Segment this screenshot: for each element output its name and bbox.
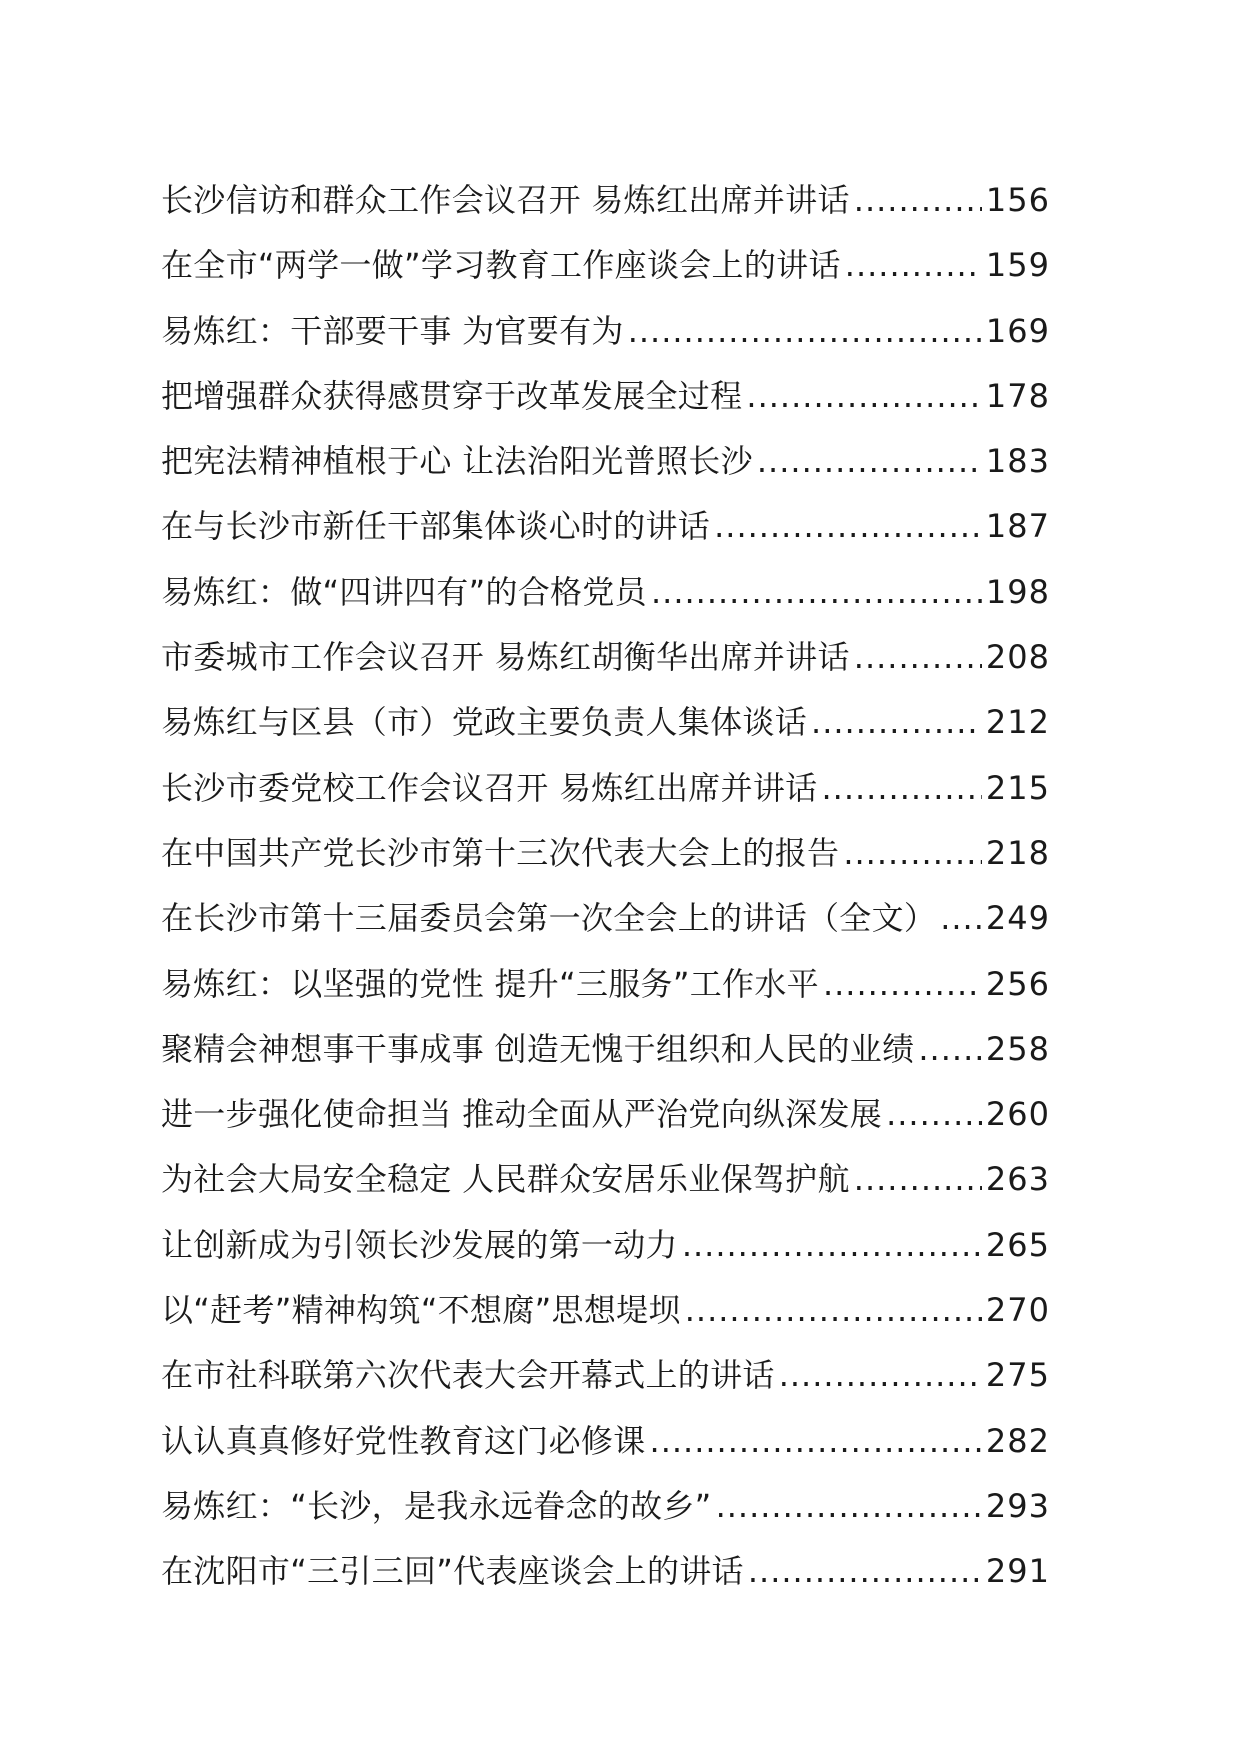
toc-page-number: 263 (985, 1160, 1050, 1199)
toc-entry[interactable] (161, 1474, 1050, 1539)
toc-dot-leader (854, 625, 982, 690)
toc-dot-leader (823, 952, 982, 1017)
toc-page-number: 183 (985, 442, 1050, 481)
toc-dot-leader (650, 1409, 982, 1474)
toc-entry-title: 认认真真修好党性教育这门必修课 (161, 1421, 646, 1460)
toc-page-number: 291 (985, 1552, 1050, 1591)
toc-dot-leader (854, 168, 982, 233)
toc-entry-title: 在全市“两学一做”学习教育工作座谈会上的讲话 (161, 246, 841, 285)
toc-page-number: 265 (985, 1225, 1050, 1264)
toc-page-number: 169 (985, 311, 1050, 350)
toc-entry-title: 把增强群众获得感贯穿于改革发展全过程 (161, 376, 743, 415)
toc-entry-title: 长沙市委党校工作会议召开 易炼红出席并讲话 (161, 768, 818, 807)
toc-entry[interactable] (161, 952, 1050, 1017)
toc-entry-title: 把宪法精神植根于心 让法治阳光普照长沙 (161, 442, 753, 481)
toc-page-number: 258 (985, 1029, 1050, 1068)
toc-entry-title: 市委城市工作会议召开 易炼红胡衡华出席并讲话 (161, 638, 850, 677)
toc-entry[interactable] (161, 756, 1050, 821)
toc-entry[interactable] (161, 625, 1050, 690)
toc-dot-leader (628, 299, 982, 364)
toc-entry[interactable] (161, 1278, 1050, 1343)
toc-page-number: 256 (985, 964, 1050, 1003)
toc-page-number: 270 (985, 1291, 1050, 1330)
toc-page-number: 156 (985, 181, 1050, 219)
toc-page-number: 187 (985, 507, 1050, 546)
toc-dot-leader (685, 1278, 982, 1343)
toc-entry[interactable] (161, 1409, 1050, 1474)
toc-dot-leader (845, 233, 982, 298)
toc-dot-leader (748, 1539, 982, 1604)
toc-entry-title: 长沙信访和群众工作会议召开 易炼红出席并讲话 (161, 181, 850, 219)
toc-dot-leader (746, 364, 982, 429)
toc-entry[interactable] (161, 886, 1050, 951)
toc-page-number: 249 (985, 899, 1050, 938)
toc-entry[interactable] (161, 233, 1050, 298)
toc-entry-title: 易炼红：“长沙，是我永远眷念的故乡” (161, 1486, 712, 1525)
toc-dot-leader (716, 1474, 982, 1539)
toc-dot-leader (779, 1343, 982, 1408)
toc-entry-title: 在市社科联第六次代表大会开幕式上的讲话 (161, 1356, 775, 1395)
toc-entry-title: 在与长沙市新任干部集体谈心时的讲话 (161, 507, 711, 546)
toc-dot-leader (757, 429, 982, 494)
toc-entry[interactable] (161, 1017, 1050, 1082)
toc-page-number: 293 (985, 1486, 1050, 1525)
toc-entry-title: 以“赶考”精神构筑“不想腐”思想堤坝 (161, 1291, 681, 1330)
toc-entry[interactable] (161, 690, 1050, 755)
toc-page-number: 212 (985, 703, 1050, 742)
toc-entry-title: 在中国共产党长沙市第十三次代表大会上的报告 (161, 833, 840, 872)
toc-page-number: 215 (985, 768, 1050, 807)
toc-entry-title: 在沈阳市“三引三回”代表座谈会上的讲话 (161, 1552, 744, 1591)
toc-entry[interactable] (161, 821, 1050, 886)
toc-entry-title: 易炼红：以坚强的党性 提升“三服务”工作水平 (161, 964, 819, 1003)
toc-page-number: 282 (985, 1421, 1050, 1460)
toc-dot-leader (843, 821, 982, 886)
toc-entry-title: 在长沙市第十三届委员会第一次全会上的讲话（全文） (161, 899, 937, 938)
toc-entry[interactable] (161, 1147, 1050, 1212)
toc-dot-leader (682, 1213, 982, 1278)
toc-page-number: 275 (985, 1356, 1050, 1395)
toc-entry[interactable] (161, 364, 1050, 429)
toc-page-number: 198 (985, 572, 1050, 611)
toc-dot-leader (714, 494, 982, 559)
toc-dot-leader (886, 1082, 982, 1147)
toc-entry[interactable] (161, 1082, 1050, 1147)
toc-entry[interactable] (161, 299, 1050, 364)
toc-dot-leader (651, 560, 982, 625)
toc-entry-title: 进一步强化使命担当 推动全面从严治党向纵深发展 (161, 1095, 883, 1134)
toc-page-number: 208 (985, 638, 1050, 677)
toc-entry[interactable] (161, 1213, 1050, 1278)
toc-entry[interactable] (161, 168, 1050, 233)
toc-dot-leader (918, 1017, 982, 1082)
toc-page-number: 260 (985, 1095, 1050, 1134)
toc-page-number: 178 (985, 376, 1050, 415)
toc-dot-leader (821, 756, 981, 821)
toc-entry-title: 易炼红：做“四讲四有”的合格党员 (161, 572, 647, 611)
toc-page-number: 218 (985, 833, 1050, 872)
toc-entry[interactable] (161, 1539, 1050, 1604)
toc-entry[interactable] (161, 1343, 1050, 1408)
toc-entry-title: 为社会大局安全稳定 人民群众安居乐业保驾护航 (161, 1160, 850, 1199)
toc-entry-title: 聚精会神想事干事成事 创造无愧于组织和人民的业绩 (161, 1029, 915, 1068)
toc-dot-leader (811, 690, 982, 755)
toc-entry[interactable] (161, 429, 1050, 494)
table-of-contents (161, 168, 1050, 1605)
toc-dot-leader (940, 886, 982, 951)
toc-entry[interactable] (161, 560, 1050, 625)
toc-page-number: 159 (985, 246, 1050, 285)
toc-entry-title: 易炼红与区县（市）党政主要负责人集体谈话 (161, 703, 808, 742)
toc-dot-leader (854, 1147, 982, 1212)
toc-entry-title: 易炼红：干部要干事 为官要有为 (161, 311, 624, 350)
toc-entry-title: 让创新成为引领长沙发展的第一动力 (161, 1225, 678, 1264)
toc-entry[interactable] (161, 494, 1050, 559)
